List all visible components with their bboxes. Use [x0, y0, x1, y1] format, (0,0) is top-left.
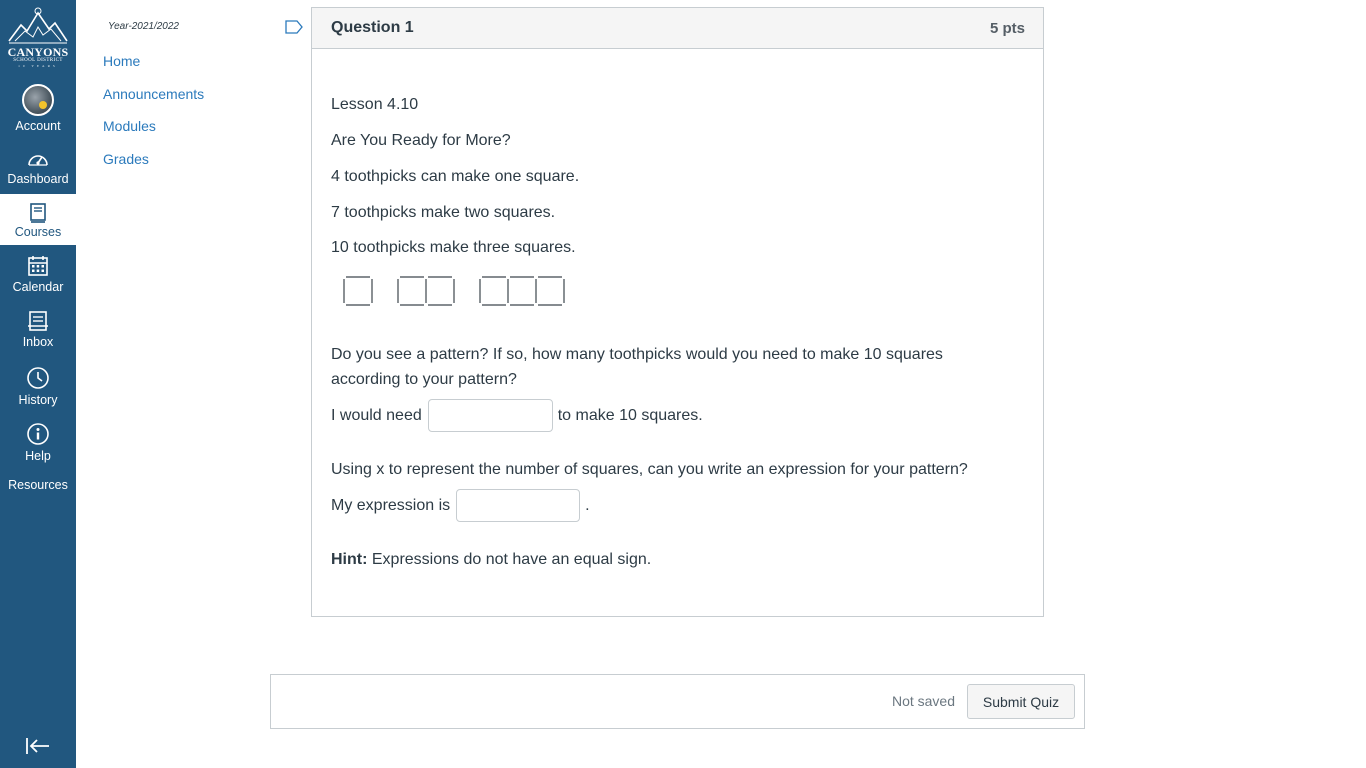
nav-resources-label: Resources	[8, 478, 68, 492]
mountain-logo-icon	[7, 5, 69, 45]
hint-body: Expressions do not have an equal sign.	[367, 551, 652, 568]
nav-courses-label: Courses	[14, 225, 62, 239]
course-nav-modules[interactable]: Modules	[103, 118, 156, 134]
nav-resources[interactable]	[0, 478, 76, 498]
save-status: Not saved	[891, 693, 955, 709]
one-square-text: 4 toothpicks can make one square.	[331, 168, 580, 185]
global-nav	[0, 0, 76, 768]
hint-label: Hint:	[331, 551, 368, 568]
nav-account[interactable]	[0, 84, 76, 136]
nav-inbox[interactable]	[0, 310, 76, 352]
course-nav-grades[interactable]: Grades	[103, 151, 149, 167]
ready-text: Are You Ready for More?	[331, 132, 511, 149]
hint-text	[331, 550, 651, 570]
need-before-text: I would need	[331, 406, 422, 424]
course-nav	[76, 0, 276, 768]
question-card	[311, 7, 1044, 617]
dashboard-icon	[26, 149, 50, 169]
expression-after-text: .	[585, 496, 590, 514]
expression-before-text: My expression is	[331, 496, 451, 514]
need-after-text: to make 10 squares.	[557, 406, 703, 424]
nav-calendar-label: Calendar	[12, 280, 64, 294]
bookmark-flag-icon	[284, 19, 304, 35]
toothpick-squares-image	[342, 275, 572, 307]
logo-tagline: 10 YEARS	[18, 64, 58, 68]
nav-courses[interactable]	[0, 194, 76, 245]
expression-question-text: Using x to represent the number of squares, can you write an expression for your pattern?	[331, 461, 968, 478]
course-year: Year-2021/2022	[108, 21, 179, 32]
nav-dashboard[interactable]	[0, 149, 76, 189]
inbox-icon	[27, 310, 49, 332]
nav-history[interactable]	[0, 366, 76, 408]
question-header	[312, 8, 1043, 49]
flag-question-button[interactable]	[284, 19, 304, 35]
district-logo[interactable]	[0, 0, 76, 76]
toothpicks-answer-row	[331, 398, 703, 433]
question-points: 5 pts	[989, 19, 1025, 37]
nav-account-label: Account	[15, 119, 61, 133]
avatar	[22, 84, 54, 116]
nav-dashboard-label: Dashboard	[7, 172, 69, 186]
two-squares-text: 7 toothpicks make two squares.	[331, 204, 556, 221]
question-title: Question 1	[331, 19, 414, 36]
calendar-icon	[27, 255, 49, 277]
expression-answer-row	[331, 488, 590, 523]
help-icon	[26, 422, 50, 446]
nav-calendar[interactable]	[0, 255, 76, 297]
collapse-nav-button[interactable]	[24, 734, 52, 758]
course-nav-announcements[interactable]: Announcements	[103, 86, 205, 102]
courses-icon	[28, 202, 48, 224]
expression-answer-input[interactable]	[456, 489, 580, 522]
nav-help[interactable]	[0, 422, 76, 464]
logo-name: CANYONS	[7, 45, 69, 59]
pattern-question-text: Do you see a pattern? If so, how many toothpicks would you need to make 10 squares according to your pattern?	[331, 346, 943, 388]
nav-help-label: Help	[25, 449, 51, 463]
logo-subtitle: SCHOOL DISTRICT	[13, 58, 63, 63]
quiz-submit-bar	[270, 674, 1085, 729]
history-icon	[26, 366, 50, 390]
toothpicks-answer-input[interactable]	[428, 399, 553, 432]
lesson-text: Lesson 4.10	[331, 96, 419, 113]
collapse-nav-icon	[24, 734, 52, 758]
three-squares-text: 10 toothpicks make three squares.	[331, 239, 576, 256]
course-nav-home[interactable]: Home	[103, 53, 141, 69]
nav-history-label: History	[18, 393, 58, 407]
nav-inbox-label: Inbox	[22, 335, 54, 349]
submit-quiz-button[interactable]: Submit Quiz	[967, 684, 1075, 719]
